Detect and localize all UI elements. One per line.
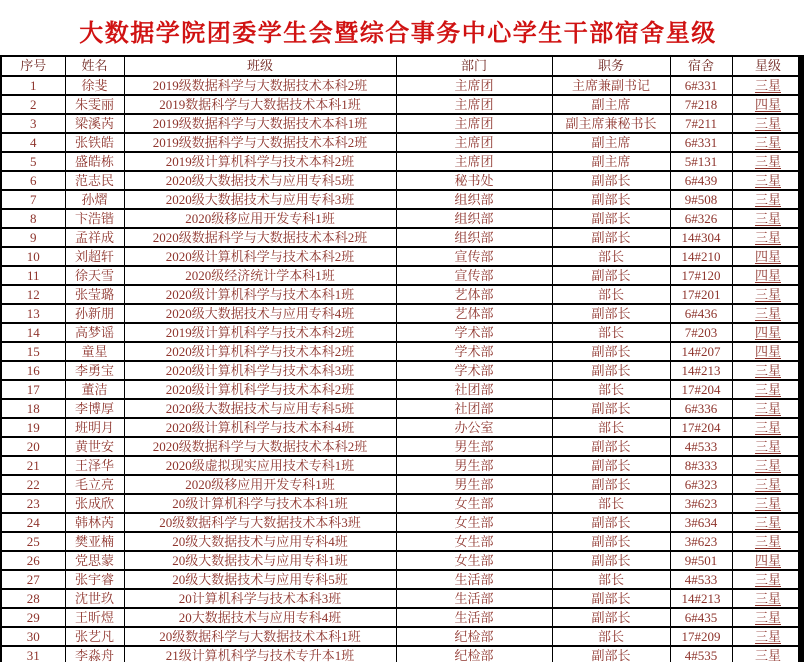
cell-class: 20级计算机科学与技术本科1班 xyxy=(124,494,396,513)
cell-class: 2020级计算机科学与技术本科1班 xyxy=(124,285,396,304)
cell-department: 宣传部 xyxy=(396,247,552,266)
cell-dorm: 17#120 xyxy=(670,266,732,285)
cell-name: 班明月 xyxy=(65,418,124,437)
cell-position: 副主席 xyxy=(552,95,670,114)
cell-stars: 三星 xyxy=(732,380,804,399)
cell-position: 副部长 xyxy=(552,513,670,532)
cell-dorm: 6#326 xyxy=(670,209,732,228)
cell-no: 22 xyxy=(1,475,65,494)
cell-position: 主席兼副书记 xyxy=(552,76,670,95)
cell-no: 28 xyxy=(1,589,65,608)
cell-department: 男生部 xyxy=(396,456,552,475)
cell-no: 9 xyxy=(1,228,65,247)
table-row xyxy=(1,266,804,285)
table-row xyxy=(1,551,804,570)
cell-dorm: 17#201 xyxy=(670,285,732,304)
cell-class: 2020级大数据技术与应用专科5班 xyxy=(124,399,396,418)
cell-stars: 三星 xyxy=(732,152,804,171)
cell-position: 副主席兼秘书长 xyxy=(552,114,670,133)
cell-dorm: 17#204 xyxy=(670,418,732,437)
table-row xyxy=(1,247,804,266)
cell-position: 副主席 xyxy=(552,152,670,171)
cell-class: 2019级数据科学与大数据技术本科2班 xyxy=(124,76,396,95)
cell-no: 14 xyxy=(1,323,65,342)
cell-name: 张艺凡 xyxy=(65,627,124,646)
cell-stars: 三星 xyxy=(732,532,804,551)
table-row xyxy=(1,190,804,209)
cell-name: 黄世安 xyxy=(65,437,124,456)
cell-stars: 四星 xyxy=(732,342,804,361)
cell-no: 15 xyxy=(1,342,65,361)
cell-position: 副部长 xyxy=(552,209,670,228)
table-row xyxy=(1,475,804,494)
cell-name: 盛皓栋 xyxy=(65,152,124,171)
cell-department: 主席团 xyxy=(396,95,552,114)
cell-name: 孟祥成 xyxy=(65,228,124,247)
cell-dorm: 7#211 xyxy=(670,114,732,133)
cell-dorm: 3#623 xyxy=(670,532,732,551)
cell-dorm: 7#203 xyxy=(670,323,732,342)
table-row xyxy=(1,589,804,608)
scan-edge-border xyxy=(798,55,804,662)
cell-class: 2020级移应用开发专科1班 xyxy=(124,475,396,494)
cell-position: 副部长 xyxy=(552,171,670,190)
cell-class: 20级数据科学与大数据技术本科1班 xyxy=(124,627,396,646)
cell-stars: 三星 xyxy=(732,437,804,456)
cell-stars: 三星 xyxy=(732,304,804,323)
table-row xyxy=(1,171,804,190)
col-header-department: 部门 xyxy=(396,56,552,76)
cell-name: 童星 xyxy=(65,342,124,361)
cell-no: 5 xyxy=(1,152,65,171)
table-row xyxy=(1,418,804,437)
cell-position: 副部长 xyxy=(552,190,670,209)
table-row xyxy=(1,323,804,342)
cell-position: 副部长 xyxy=(552,646,670,662)
cell-department: 女生部 xyxy=(396,513,552,532)
cell-stars: 三星 xyxy=(732,570,804,589)
header-row xyxy=(1,56,804,76)
cell-dorm: 8#333 xyxy=(670,456,732,475)
cell-department: 女生部 xyxy=(396,551,552,570)
cell-no: 10 xyxy=(1,247,65,266)
cell-position: 副部长 xyxy=(552,437,670,456)
cell-stars: 三星 xyxy=(732,209,804,228)
cell-class: 2020级经济统计学本科1班 xyxy=(124,266,396,285)
cell-stars: 三星 xyxy=(732,627,804,646)
col-header-stars: 星级 xyxy=(732,56,804,76)
cell-position: 部长 xyxy=(552,570,670,589)
cell-name: 党思蒙 xyxy=(65,551,124,570)
table-row xyxy=(1,380,804,399)
roster-body xyxy=(1,76,804,662)
table-row xyxy=(1,95,804,114)
cell-name: 沈世玖 xyxy=(65,589,124,608)
cell-no: 17 xyxy=(1,380,65,399)
cell-stars: 三星 xyxy=(732,228,804,247)
cell-no: 2 xyxy=(1,95,65,114)
cell-department: 社团部 xyxy=(396,380,552,399)
cell-department: 生活部 xyxy=(396,589,552,608)
cell-no: 4 xyxy=(1,133,65,152)
table-row xyxy=(1,114,804,133)
cell-name: 韩林芮 xyxy=(65,513,124,532)
table-row xyxy=(1,228,804,247)
cell-dorm: 4#533 xyxy=(670,437,732,456)
cell-dorm: 14#207 xyxy=(670,342,732,361)
cell-class: 2020级计算机科学与技术本科3班 xyxy=(124,361,396,380)
cell-dorm: 9#501 xyxy=(670,551,732,570)
cell-class: 2020级大数据技术与应用专科3班 xyxy=(124,190,396,209)
cell-stars: 四星 xyxy=(732,266,804,285)
cell-department: 秘书处 xyxy=(396,171,552,190)
table-row xyxy=(1,209,804,228)
cell-class: 2019级计算机科学与技术本科2班 xyxy=(124,152,396,171)
cell-dorm: 6#331 xyxy=(670,133,732,152)
cell-dorm: 6#439 xyxy=(670,171,732,190)
cell-name: 张铁皓 xyxy=(65,133,124,152)
cell-no: 31 xyxy=(1,646,65,662)
cell-position: 部长 xyxy=(552,418,670,437)
cell-name: 张宇睿 xyxy=(65,570,124,589)
cell-dorm: 5#131 xyxy=(670,152,732,171)
col-header-name: 姓名 xyxy=(65,56,124,76)
cell-no: 11 xyxy=(1,266,65,285)
cell-name: 樊亚楠 xyxy=(65,532,124,551)
cell-position: 副部长 xyxy=(552,608,670,627)
cell-no: 1 xyxy=(1,76,65,95)
cell-department: 组织部 xyxy=(396,228,552,247)
col-header-class: 班级 xyxy=(124,56,396,76)
cell-dorm: 4#535 xyxy=(670,646,732,662)
table-row xyxy=(1,285,804,304)
table-row xyxy=(1,646,804,662)
cell-department: 主席团 xyxy=(396,76,552,95)
cell-stars: 四星 xyxy=(732,247,804,266)
cell-stars: 三星 xyxy=(732,646,804,662)
cell-department: 艺体部 xyxy=(396,285,552,304)
table-row xyxy=(1,133,804,152)
cell-name: 张成欣 xyxy=(65,494,124,513)
roster-table xyxy=(0,55,804,662)
cell-department: 纪检部 xyxy=(396,646,552,662)
cell-position: 部长 xyxy=(552,380,670,399)
cell-dorm: 17#209 xyxy=(670,627,732,646)
col-header-no: 序号 xyxy=(1,56,65,76)
cell-name: 徐斐 xyxy=(65,76,124,95)
cell-position: 副部长 xyxy=(552,228,670,247)
cell-class: 20级数据科学与大数据技术本科3班 xyxy=(124,513,396,532)
cell-name: 孙熠 xyxy=(65,190,124,209)
cell-stars: 三星 xyxy=(732,171,804,190)
cell-position: 部长 xyxy=(552,285,670,304)
cell-department: 宣传部 xyxy=(396,266,552,285)
cell-class: 2020级大数据技术与应用专科4班 xyxy=(124,304,396,323)
cell-stars: 四星 xyxy=(732,551,804,570)
cell-stars: 三星 xyxy=(732,133,804,152)
cell-no: 18 xyxy=(1,399,65,418)
cell-class: 20级大数据技术与应用专科1班 xyxy=(124,551,396,570)
cell-position: 副部长 xyxy=(552,361,670,380)
cell-name: 梁溪芮 xyxy=(65,114,124,133)
cell-dorm: 7#218 xyxy=(670,95,732,114)
cell-class: 20级大数据技术与应用专科4班 xyxy=(124,532,396,551)
cell-no: 23 xyxy=(1,494,65,513)
cell-class: 2019级数据科学与大数据技术本科2班 xyxy=(124,133,396,152)
table-row xyxy=(1,76,804,95)
cell-stars: 三星 xyxy=(732,589,804,608)
cell-department: 女生部 xyxy=(396,532,552,551)
cell-department: 主席团 xyxy=(396,133,552,152)
table-row xyxy=(1,456,804,475)
cell-name: 董洁 xyxy=(65,380,124,399)
cell-stars: 四星 xyxy=(732,95,804,114)
cell-dorm: 17#204 xyxy=(670,380,732,399)
cell-department: 男生部 xyxy=(396,437,552,456)
cell-no: 3 xyxy=(1,114,65,133)
cell-no: 25 xyxy=(1,532,65,551)
table-row xyxy=(1,570,804,589)
cell-dorm: 6#435 xyxy=(670,608,732,627)
cell-position: 副部长 xyxy=(552,266,670,285)
cell-department: 生活部 xyxy=(396,570,552,589)
cell-department: 社团部 xyxy=(396,399,552,418)
cell-class: 20大数据技术与应用专科4班 xyxy=(124,608,396,627)
cell-class: 20级大数据技术与应用专科5班 xyxy=(124,570,396,589)
cell-position: 副部长 xyxy=(552,589,670,608)
cell-department: 学术部 xyxy=(396,361,552,380)
cell-stars: 三星 xyxy=(732,361,804,380)
cell-dorm: 14#213 xyxy=(670,589,732,608)
cell-class: 21级计算机科学与技术专升本1班 xyxy=(124,646,396,662)
cell-no: 24 xyxy=(1,513,65,532)
cell-no: 26 xyxy=(1,551,65,570)
cell-name: 李博厚 xyxy=(65,399,124,418)
cell-dorm: 3#623 xyxy=(670,494,732,513)
cell-stars: 三星 xyxy=(732,285,804,304)
cell-stars: 三星 xyxy=(732,190,804,209)
cell-stars: 三星 xyxy=(732,418,804,437)
table-row xyxy=(1,494,804,513)
cell-department: 组织部 xyxy=(396,190,552,209)
cell-department: 学术部 xyxy=(396,323,552,342)
cell-name: 范志民 xyxy=(65,171,124,190)
cell-class: 2020级大数据技术与应用专科5班 xyxy=(124,171,396,190)
cell-class: 2020级计算机科学与技术本科2班 xyxy=(124,380,396,399)
cell-stars: 三星 xyxy=(732,76,804,95)
cell-position: 副部长 xyxy=(552,532,670,551)
cell-department: 主席团 xyxy=(396,114,552,133)
cell-position: 副部长 xyxy=(552,399,670,418)
cell-name: 王泽华 xyxy=(65,456,124,475)
cell-dorm: 14#213 xyxy=(670,361,732,380)
cell-no: 16 xyxy=(1,361,65,380)
cell-no: 30 xyxy=(1,627,65,646)
table-row xyxy=(1,437,804,456)
cell-dorm: 9#508 xyxy=(670,190,732,209)
cell-name: 李淼舟 xyxy=(65,646,124,662)
cell-department: 艺体部 xyxy=(396,304,552,323)
cell-dorm: 6#323 xyxy=(670,475,732,494)
cell-no: 29 xyxy=(1,608,65,627)
cell-position: 部长 xyxy=(552,323,670,342)
cell-position: 部长 xyxy=(552,627,670,646)
cell-name: 高梦谣 xyxy=(65,323,124,342)
cell-class: 2019数据科学与大数据技术本科1班 xyxy=(124,95,396,114)
cell-name: 刘超轩 xyxy=(65,247,124,266)
cell-stars: 三星 xyxy=(732,114,804,133)
cell-department: 主席团 xyxy=(396,152,552,171)
cell-class: 2020级移应用开发专科1班 xyxy=(124,209,396,228)
table-row xyxy=(1,608,804,627)
col-header-position: 职务 xyxy=(552,56,670,76)
cell-stars: 三星 xyxy=(732,513,804,532)
cell-department: 学术部 xyxy=(396,342,552,361)
cell-class: 2020级计算机科学与技术本科4班 xyxy=(124,418,396,437)
cell-department: 男生部 xyxy=(396,475,552,494)
cell-stars: 三星 xyxy=(732,494,804,513)
cell-position: 部长 xyxy=(552,494,670,513)
cell-name: 李勇宝 xyxy=(65,361,124,380)
cell-no: 27 xyxy=(1,570,65,589)
cell-class: 2020级虚拟现实应用技术专科1班 xyxy=(124,456,396,475)
cell-dorm: 14#210 xyxy=(670,247,732,266)
table-row xyxy=(1,342,804,361)
table-row xyxy=(1,361,804,380)
cell-dorm: 14#304 xyxy=(670,228,732,247)
cell-no: 8 xyxy=(1,209,65,228)
cell-position: 部长 xyxy=(552,247,670,266)
cell-name: 毛立亮 xyxy=(65,475,124,494)
cell-dorm: 6#331 xyxy=(670,76,732,95)
cell-no: 7 xyxy=(1,190,65,209)
cell-no: 6 xyxy=(1,171,65,190)
cell-department: 生活部 xyxy=(396,608,552,627)
table-row xyxy=(1,304,804,323)
table-row xyxy=(1,627,804,646)
cell-stars: 三星 xyxy=(732,399,804,418)
cell-no: 20 xyxy=(1,437,65,456)
cell-position: 副部长 xyxy=(552,304,670,323)
cell-dorm: 6#436 xyxy=(670,304,732,323)
cell-stars: 四星 xyxy=(732,323,804,342)
cell-no: 19 xyxy=(1,418,65,437)
cell-class: 2019级计算机科学与技术本科2班 xyxy=(124,323,396,342)
table-row xyxy=(1,399,804,418)
table-row xyxy=(1,152,804,171)
cell-name: 徐天雪 xyxy=(65,266,124,285)
cell-position: 副部长 xyxy=(552,456,670,475)
cell-class: 2020级计算机科学与技术本科2班 xyxy=(124,342,396,361)
cell-no: 13 xyxy=(1,304,65,323)
cell-class: 2019级数据科学与大数据技术本科1班 xyxy=(124,114,396,133)
cell-name: 卞浩锴 xyxy=(65,209,124,228)
cell-stars: 三星 xyxy=(732,456,804,475)
cell-department: 女生部 xyxy=(396,494,552,513)
cell-class: 2020级数据科学与大数据技术本科2班 xyxy=(124,228,396,247)
table-row xyxy=(1,532,804,551)
cell-position: 副主席 xyxy=(552,133,670,152)
cell-name: 王昕煜 xyxy=(65,608,124,627)
cell-department: 组织部 xyxy=(396,209,552,228)
cell-position: 副部长 xyxy=(552,551,670,570)
page-title: 大数据学院团委学生会暨综合事务中心学生干部宿舍星级 xyxy=(79,21,717,47)
cell-dorm: 6#336 xyxy=(670,399,732,418)
cell-class: 2020级数据科学与大数据技术本科2班 xyxy=(124,437,396,456)
cell-no: 12 xyxy=(1,285,65,304)
cell-class: 2020级计算机科学与技术本科2班 xyxy=(124,247,396,266)
cell-name: 朱雯丽 xyxy=(65,95,124,114)
cell-stars: 三星 xyxy=(732,475,804,494)
cell-dorm: 4#533 xyxy=(670,570,732,589)
cell-name: 张莹璐 xyxy=(65,285,124,304)
cell-class: 20计算机科学与技术本科3班 xyxy=(124,589,396,608)
cell-stars: 三星 xyxy=(732,608,804,627)
cell-department: 纪检部 xyxy=(396,627,552,646)
cell-name: 孙新朋 xyxy=(65,304,124,323)
cell-department: 办公室 xyxy=(396,418,552,437)
col-header-dorm: 宿舍 xyxy=(670,56,732,76)
cell-dorm: 3#634 xyxy=(670,513,732,532)
cell-no: 21 xyxy=(1,456,65,475)
table-row xyxy=(1,513,804,532)
cell-position: 副部长 xyxy=(552,475,670,494)
cell-position: 副部长 xyxy=(552,342,670,361)
